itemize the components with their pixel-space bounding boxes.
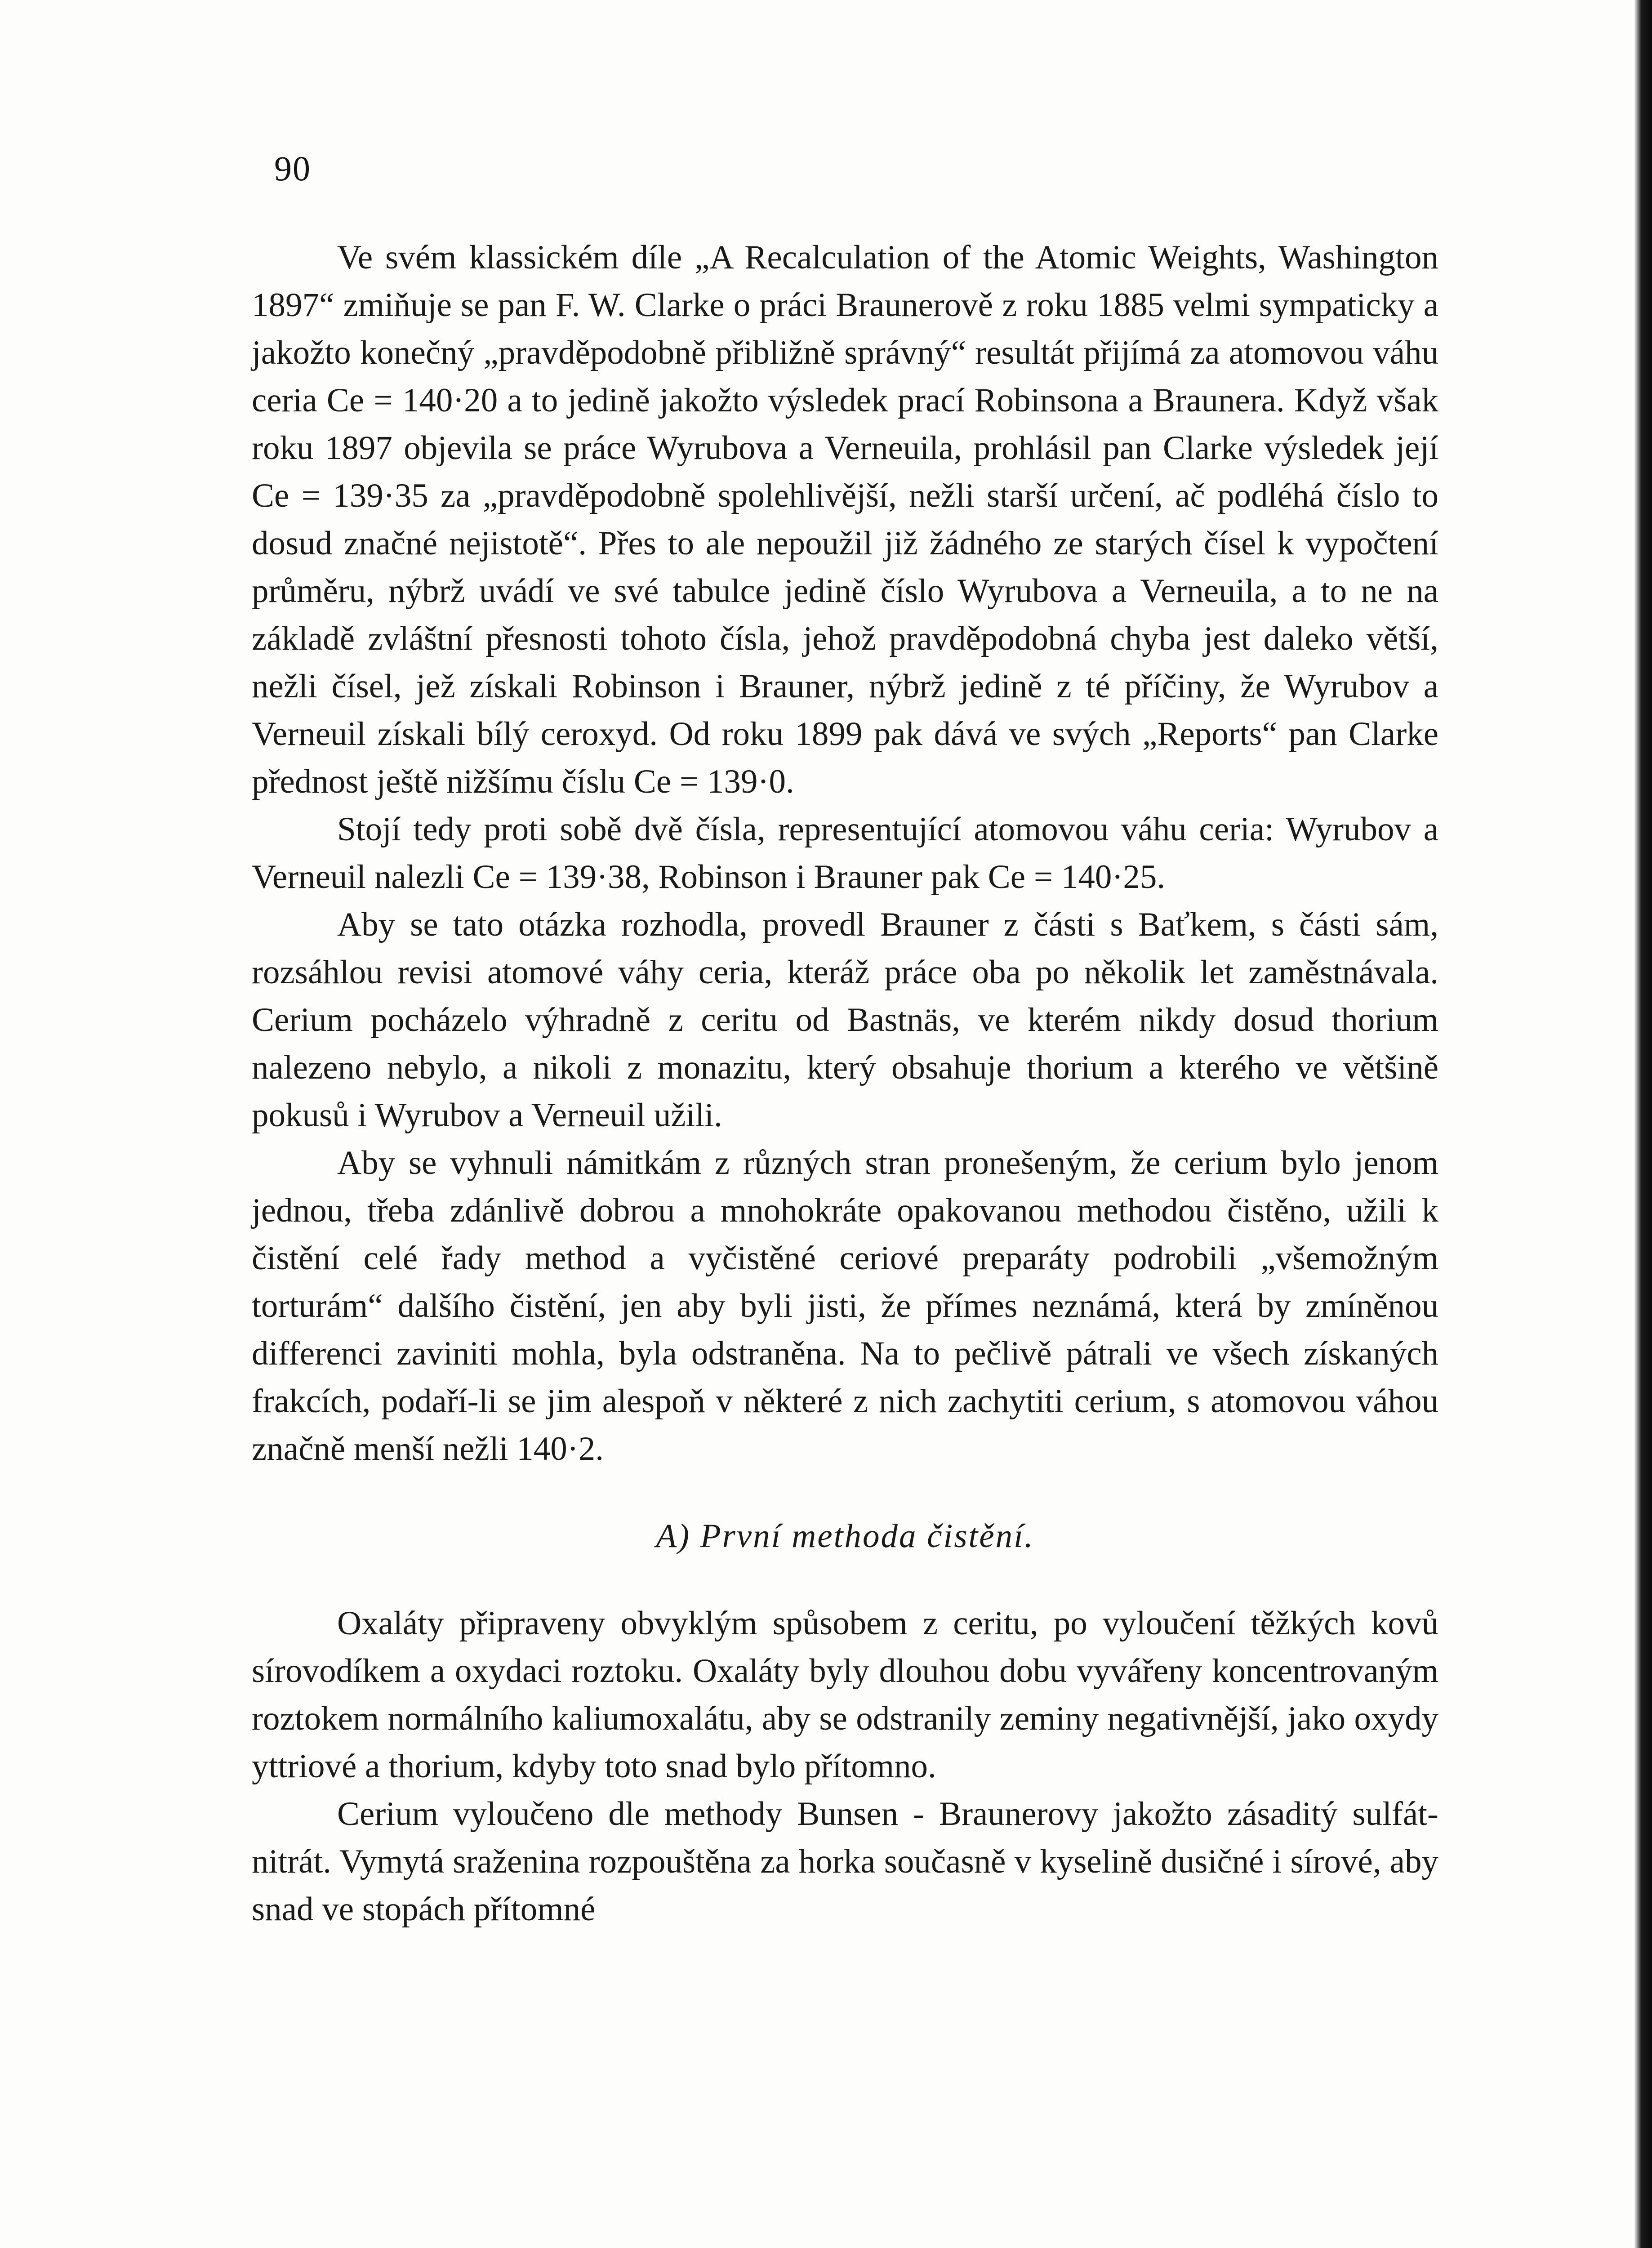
section-heading: A) První methoda čistění.	[656, 1517, 1034, 1555]
paragraph: Stojí tedy proti sobě dvě čísla, representující atomovou váhu ceria: Wyrubov a Verneuil nalezli Ce = 139·38, Robinson i Brauner pak Ce = 140·25.	[252, 811, 1438, 896]
paragraph: Cerium vyloučeno dle methody Bunsen - Braunerovy jakožto zásaditý sulfát-nitrát. Vymytá sraženina rozpouštěna za horka současně v kyselině dusičné i sírové, aby snad ve stopách přítomné	[252, 1795, 1438, 1928]
paragraph: Oxaláty připraveny obvyklým spůsobem z ceritu, po vyloučení těžkých kovů sírovodíkem a oxydaci roztoku. Oxaláty byly dlouhou dobu vyvářeny koncentrovaným roztokem normálního kaliumoxalátu, aby se odstranily zeminy negativnější, jako oxydy yttriové a thorium, kdyby toto snad bylo přítomno.	[252, 1605, 1438, 1785]
paragraph: Aby se tato otázka rozhodla, provedl Brauner z části s Baťkem, s části sám, rozsáhlou revisi atomové váhy ceria, kteráž práce oba po několik let zaměstnávala. Cerium pocházelo výhradně z ceritu od Bastnäs, ve kterém nikdy dosud thorium nalezeno nebylo, a nikoli z monazitu, který obsahuje thorium a kterého ve většině pokusů i Wyrubov a Verneuil užili.	[252, 906, 1438, 1134]
scan-edge	[1634, 0, 1652, 2248]
paragraph: Aby se vyhnuli námitkám z různých stran pronešeným, že cerium bylo jenom jednou, třeba zdánlivě dobrou a mnohokráte opakovanou methodou čistěno, užili k čistění celé řady method a vyčistěné ceriové preparáty podrobili „všemožným torturám“ dalšího čistění, jen aby byli jisti, že přímes neznámá, která by zmíněnou differenci zaviniti mohla, byla odstraněna. Na to pečlivě pátrali ve všech získaných frakcích, podaří-li se jim alespoň v některé z nich zachytiti cerium, s atomovou váhou značně menší nežli 140·2.	[252, 1144, 1438, 1467]
body-text	[252, 234, 1438, 1933]
paragraph: Ve svém klassickém díle „A Recalculation of the Atomic Weights, Washington 1897“ zmiňuje se pan F. W. Clarke o práci Braunerově z roku 1885 velmi sympaticky a jakožto konečný „pravděpodobně přibližně správný“ resultát přijímá za atomovou váhu ceria Ce = 140·20 a to jedině jakožto výsledek prací Robinsona a Braunera. Když však roku 1897 objevila se práce Wyrubova a Verneuila, prohlásil pan Clarke výsledek její Ce = 139·35 za „pravděpodobně spolehlivější, nežli starší určení, ač podléhá číslo to dosud značné nejistotě“. Přes to ale nepoužil již žádného ze starých čísel k vypočtení průměru, nýbrž uvádí ve své tabulce jedině číslo Wyrubova a Verneuila, a to ne na základě zvláštní přesnosti tohoto čísla, jehož pravděpodobná chyba jest daleko větší, nežli čísel, jež získali Robinson i Brauner, nýbrž jedině z té příčiny, že Wyrubov a Verneuil získali bílý ceroxyd. Od roku 1899 pak dává ve svých „Reports“ pan Clarke přednost ještě nižšímu číslu Ce = 139·0.	[252, 239, 1438, 800]
page-number: 90	[274, 149, 311, 188]
